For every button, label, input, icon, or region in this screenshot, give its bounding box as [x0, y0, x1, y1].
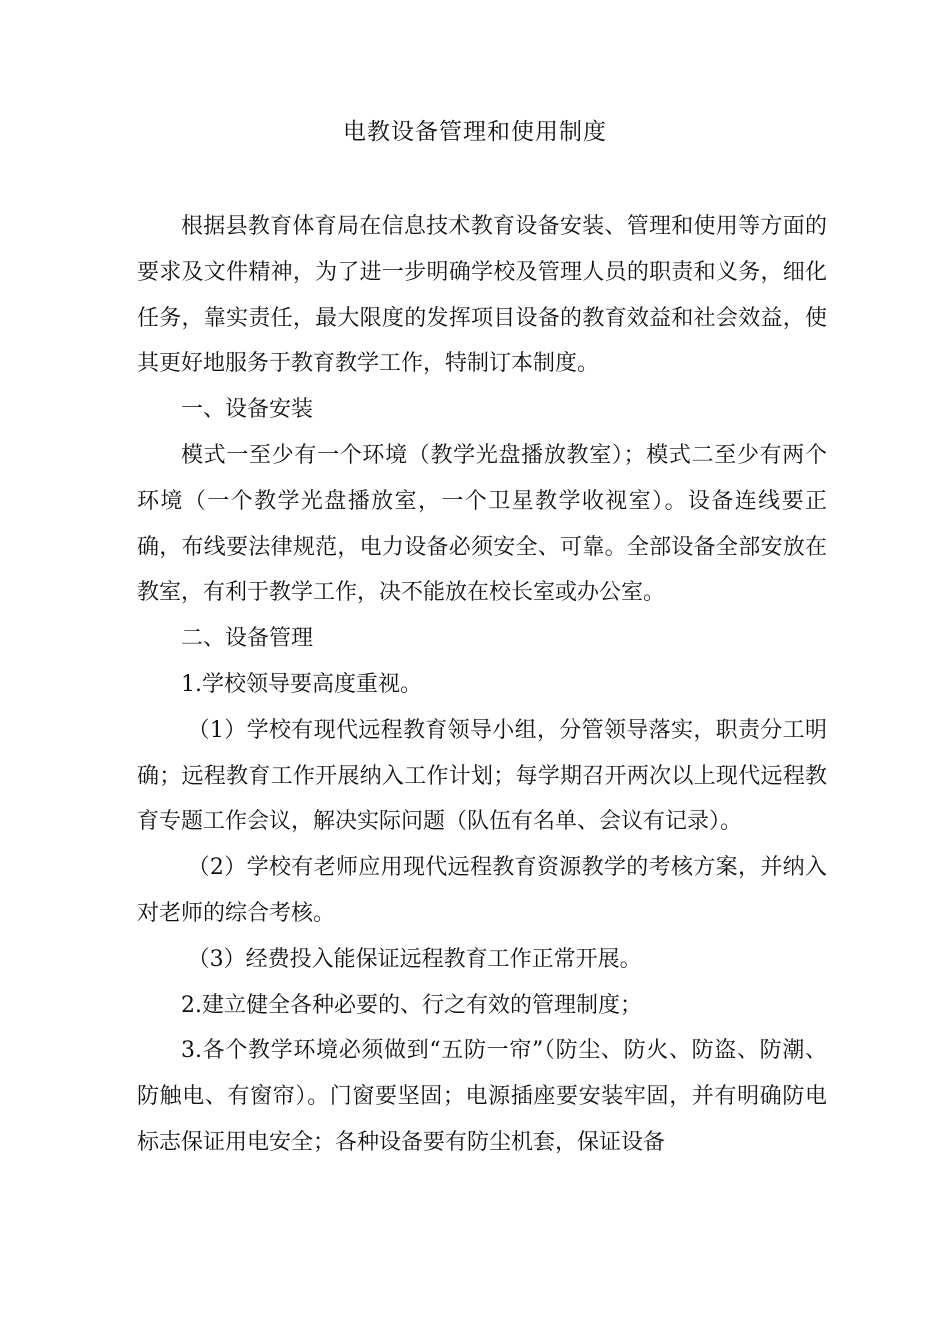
- management-subitem-1: （1）学校有现代远程教育领导小组，分管领导落实，职责分工明确；远程教育工作开展纳入工作计划；每学期召开两次以上现代远程教育专题工作会议，解决实际问题（队伍有名单、会议有记录）。: [137, 717, 827, 835]
- installation-paragraph: 模式一至少有一个环境（教学光盘播放教室）；模式二至少有两个环境（一个教学光盘播放室，一个卫星教学收视室）。设备连线要正确，布线要法律规范，电力设备必须安全、可靠。全部设备全部安放在教室，有利于教学工作，决不能放在校长室或办公室。: [137, 442, 827, 606]
- document-title: 电教设备管理和使用制度: [343, 119, 607, 145]
- document-body: [137, 204, 827, 1166]
- section-heading-management: 二、设备管理: [181, 626, 314, 652]
- management-item-1: 1.学校领导要高度重视。: [181, 671, 422, 697]
- management-item-2: 2.建立健全各种必要的、行之有效的管理制度；: [181, 992, 642, 1018]
- management-subitem-2: （2）学校有老师应用现代远程教育资源教学的考核方案，并纳入对老师的综合考核。: [137, 855, 827, 926]
- management-item-3: 3.各个教学环境必须做到“五防一帘”（防尘、防火、防盗、防潮、防触电、有窗帘）。门窗要坚固；电源插座要安装牢固，并有明确防电标志保证用电安全；各种设备要有防尘机套，保证设备: [137, 1038, 827, 1155]
- section-heading-installation: 一、设备安装: [181, 397, 314, 423]
- intro-paragraph: 根据县教育体育局在信息技术教育设备安装、管理和使用等方面的要求及文件精神，为了进一步明确学校及管理人员的职责和义务，细化任务，靠实责任，最大限度的发挥项目设备的教育效益和社会效益，使其更好地服务于教育教学工作，特制订本制度。: [137, 214, 827, 377]
- management-subitem-3: （3）经费投入能保证远程教育工作正常开展。: [187, 946, 642, 972]
